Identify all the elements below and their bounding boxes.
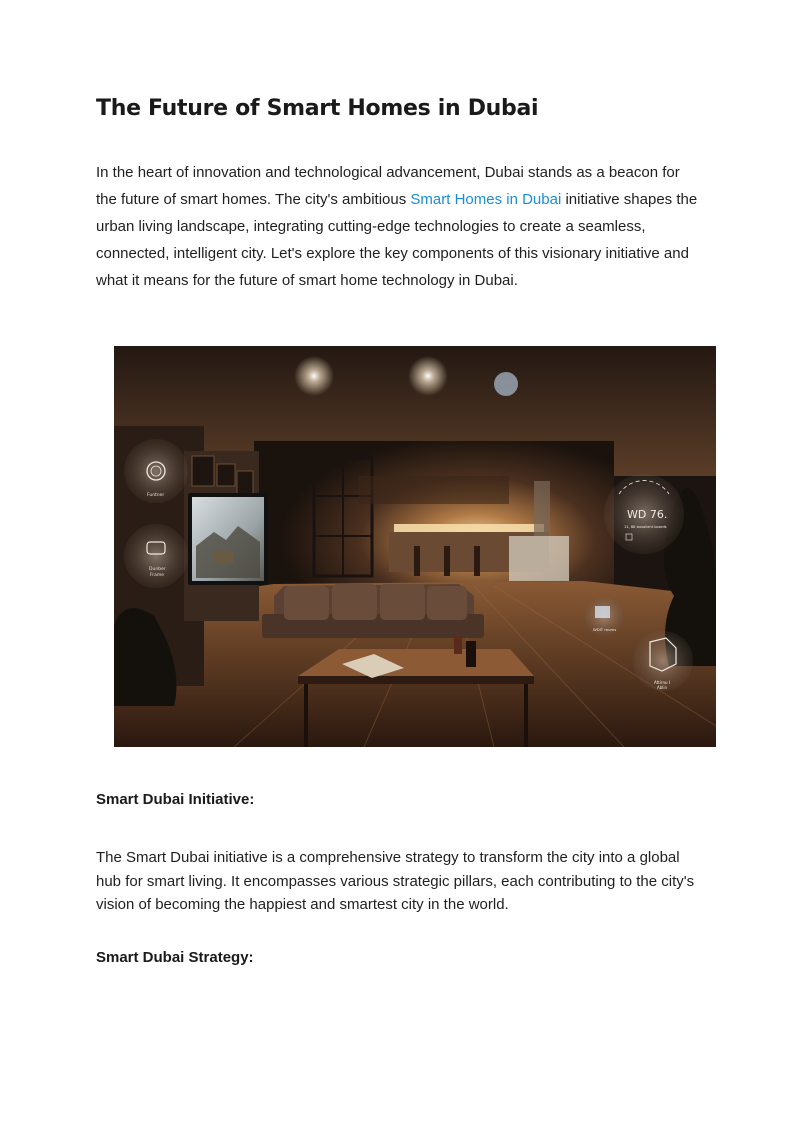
intro-text-start: In the heart of innovation and technological advancement, Dubai stands as a beacon for the future of smart homes. The city's ambitious: [96, 164, 680, 208]
page-title: The Future of Smart Homes in Dubai: [96, 96, 539, 121]
hero-label-right-bottom-1: Attirnu l: [654, 680, 670, 685]
hero-label-right-main: WD 76.: [627, 508, 668, 521]
hero-label-right-mid: WDIT roums: [593, 627, 617, 632]
section-heading-smart-dubai-initiative: Smart Dubai Initiative:: [96, 791, 255, 808]
smart-homes-dubai-link[interactable]: Smart Homes in Dubai: [410, 191, 562, 208]
intro-paragraph: [96, 159, 704, 294]
hero-label-right-sub: 11, 88 busaiient boards: [624, 525, 667, 529]
hero-label-right-bottom-2: Ablin: [657, 685, 668, 690]
smart-home-living-room-image: [114, 346, 716, 747]
intro-text-end: initiative shapes the urban living landscape, integrating cutting-edge technologies to create a seamless, connected, intelligent city. Let's explore the key components of this visionary initiative and what it means for the future of smart home technology in Dubai.: [96, 191, 698, 289]
hero-label-left-bottom-2: Frame: [150, 573, 165, 578]
section-heading-smart-dubai-strategy: Smart Dubai Strategy:: [96, 949, 254, 966]
hero-label-left-bottom-1: Dunber: [149, 567, 166, 572]
hero-label-left-top: Funtner: [147, 493, 165, 498]
section-paragraph-smart-dubai-initiative: The Smart Dubai initiative is a comprehensive strategy to transform the city into a global hub for smart living. It encompasses various strategic pillars, each contributing to the city's vision of becoming the happiest and smartest city in the world.: [96, 849, 695, 913]
